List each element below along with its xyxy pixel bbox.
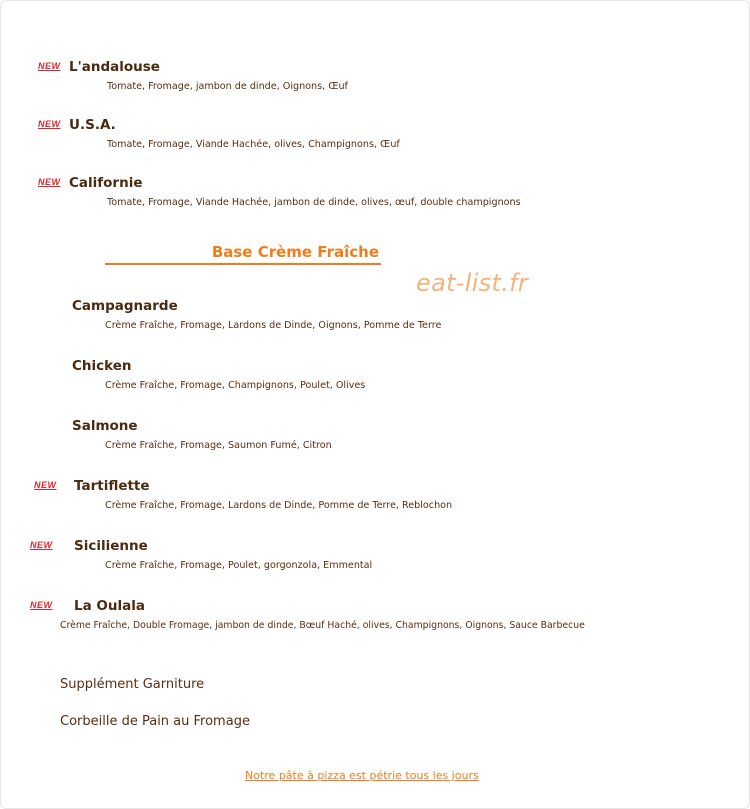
pizza-name: Sicilienne (74, 538, 148, 554)
pizza-name: Campagnarde (72, 298, 178, 314)
pizza-ingredients: Tomate, Fromage, jambon de dinde, Oignons, Œuf (107, 81, 348, 92)
pizza-ingredients: Crème Fraîche, Fromage, Lardons de Dinde, Oignons, Pomme de Terre (105, 320, 442, 331)
pizza-ingredients: Crème Fraîche, Double Fromage, jambon de dinde, Bœuf Haché, olives, Champignons, Oignons, Sauce Barbecue (60, 620, 585, 631)
new-badge: NEW (38, 177, 61, 187)
new-badge: NEW (34, 480, 57, 490)
pizza-ingredients: Tomate, Fromage, Viande Hachée, jambon de dinde, olives, œuf, double champignons (107, 197, 521, 208)
new-badge: NEW (38, 61, 61, 71)
pizza-ingredients: Tomate, Fromage, Viande Hachée, olives, Champignons, Œuf (107, 139, 400, 150)
watermark: eat-list.fr (416, 269, 529, 297)
footer-note: Notre pâte à pizza est pétrie tous les jours (245, 769, 479, 782)
pizza-ingredients: Crème Fraîche, Fromage, Champignons, Poulet, Olives (105, 380, 366, 391)
pizza-name: Chicken (72, 358, 132, 374)
pizza-ingredients: Crème Fraîche, Fromage, Poulet, gorgonzola, Emmental (105, 560, 373, 571)
pizza-name: La Oulala (74, 598, 145, 614)
pizza-name: Salmone (72, 418, 138, 434)
pizza-name: Tartiflette (74, 478, 150, 494)
section-title: Base Crème Fraîche (211, 243, 379, 261)
pizza-name: L'andalouse (69, 59, 160, 75)
pizza-ingredients: Crème Fraîche, Fromage, Lardons de Dinde, Pomme de Terre, Reblochon (105, 500, 453, 511)
pizza-name: Californie (69, 175, 143, 191)
pizza-name: U.S.A. (69, 117, 116, 133)
pizza-ingredients: Crème Fraîche, Fromage, Saumon Fumé, Citron (105, 440, 332, 451)
extra-supplement-garniture: Supplément Garniture (60, 677, 205, 692)
extra-corbeille-pain: Corbeille de Pain au Fromage (60, 714, 250, 729)
new-badge: NEW (38, 119, 61, 129)
section-heading (105, 242, 381, 265)
new-badge: NEW (30, 540, 53, 550)
new-badge: NEW (30, 600, 53, 610)
